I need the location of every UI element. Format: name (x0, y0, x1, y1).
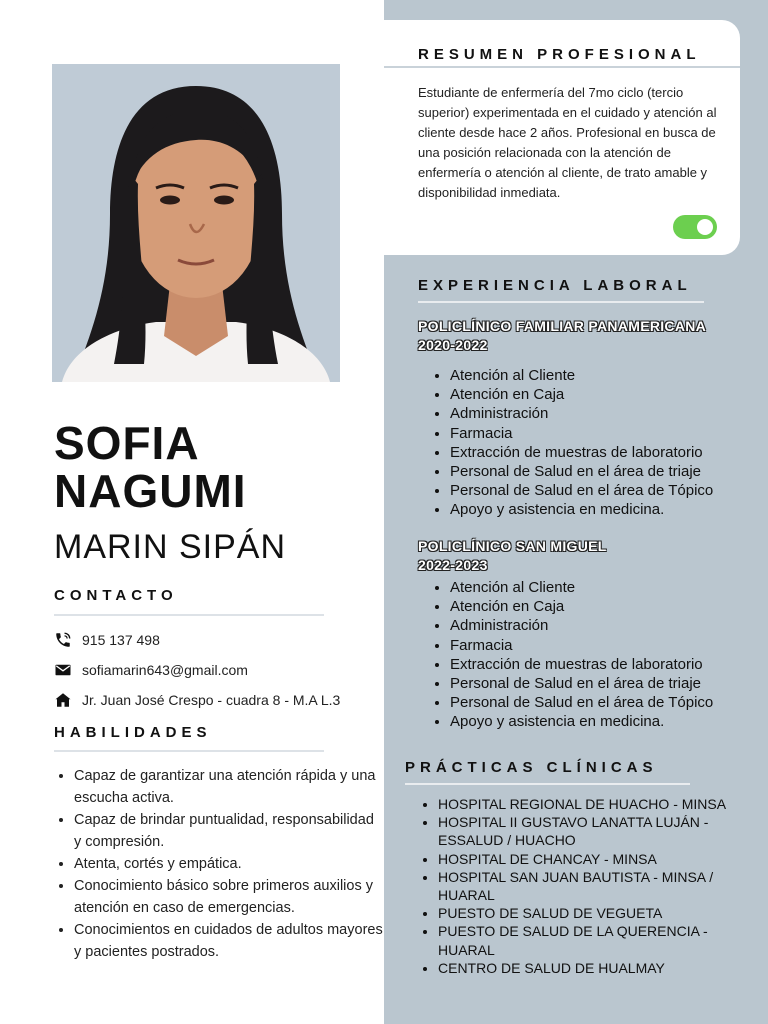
skills-heading: HABILIDADES (54, 724, 212, 741)
phone-icon (54, 631, 72, 649)
skill-item: • Atenta, cortés y empática. (74, 853, 384, 875)
duty-item: • Atención al Cliente (450, 578, 768, 597)
skill-item: • Capaz de brindar puntualidad, responsabilidad y compresión. (74, 809, 384, 853)
phone-number: 915 137 498 (82, 632, 160, 648)
duty-item: • Farmacia (450, 636, 768, 655)
profile-photo (52, 64, 340, 382)
experience-heading: EXPERIENCIA LABORAL (418, 277, 692, 294)
clinic-item: • HOSPITAL DE CHANCAY - MINSA (438, 850, 758, 868)
duty-item: • Extracción de muestras de laboratorio (450, 655, 768, 674)
clinical-divider (405, 783, 690, 785)
toggle-knob (697, 219, 713, 235)
availability-toggle[interactable] (673, 215, 717, 239)
summary-text: Estudiante de enfermería del 7mo ciclo (tercio superior) experimentada en el cuidado y atención al cliente desde hace 2 años. Profesional en busca de una posición relacionada con la atención de enfermería o atención al cliente, de trato amable y disponibilidad inmediata. (418, 85, 717, 200)
job-place: POLICLÍNICO SAN MIGUEL (418, 538, 607, 554)
clinic-item: • PUESTO DE SALUD DE VEGUETA (438, 904, 758, 922)
contact-email-row (54, 659, 248, 681)
duty-item: • Administración (450, 616, 768, 635)
job-years: 2020-2022 (418, 337, 488, 353)
job-place: POLICLÍNICO FAMILIAR PANAMERICANA (418, 318, 707, 334)
mail-icon (54, 661, 72, 679)
address: Jr. Juan José Crespo - cuadra 8 - M.A L.3 (82, 692, 341, 708)
home-icon (54, 691, 72, 709)
duty-item: • Administración (450, 404, 768, 423)
duty-item: • Atención al Cliente (450, 366, 768, 385)
job-duties-list (432, 366, 768, 520)
job-years: 2022-2023 (418, 557, 488, 573)
skill-item: • Capaz de garantizar una atención rápida y una escucha activa. (74, 765, 384, 809)
first-name: SOFIA (54, 417, 200, 469)
skill-item: • Conocimiento básico sobre primeros auxilios y atención en caso de emergencias. (74, 875, 384, 919)
clinical-list (420, 795, 758, 977)
skills-list (56, 765, 384, 963)
middle-name: NAGUMI (54, 465, 247, 517)
clinic-item: • PUESTO DE SALUD DE LA QUERENCIA - HUARAL (438, 922, 758, 958)
clinic-item: • HOSPITAL II GUSTAVO LANATTA LUJÁN - ESSALUD / HUACHO (438, 813, 758, 849)
duty-item: • Farmacia (450, 424, 768, 443)
contact-phone-row (54, 629, 160, 651)
duty-item: • Apoyo y asistencia en medicina. (450, 712, 768, 731)
duty-item: • Extracción de muestras de laboratorio (450, 443, 768, 462)
contact-address-row (54, 689, 340, 711)
duty-item: • Apoyo y asistencia en medicina. (450, 500, 768, 519)
summary-divider (384, 66, 740, 68)
skills-divider (54, 750, 324, 752)
clinic-item: • HOSPITAL REGIONAL DE HUACHO - MINSA (438, 795, 758, 813)
email-address[interactable]: sofiamarin643@gmail.com (82, 662, 248, 678)
clinical-heading: PRÁCTICAS CLÍNICAS (405, 759, 658, 776)
contact-heading: CONTACTO (54, 587, 178, 604)
contact-divider (54, 614, 324, 616)
duty-item: • Personal de Salud en el área de Tópico (450, 693, 768, 712)
clinic-item: • CENTRO DE SALUD DE HUALMAY (438, 959, 758, 977)
clinic-item: • HOSPITAL SAN JUAN BAUTISTA - MINSA / HUARAL (438, 868, 758, 904)
summary-heading: RESUMEN PROFESIONAL (418, 46, 701, 63)
job-title (418, 537, 607, 575)
experience-divider (418, 301, 704, 303)
job-title (418, 317, 706, 355)
duty-item: • Atención en Caja (450, 597, 768, 616)
skill-item: • Conocimientos en cuidados de adultos mayores y pacientes postrados. (74, 919, 384, 963)
surnames: MARIN SIPÁN (54, 528, 287, 566)
duty-item: • Personal de Salud en el área de triaje (450, 674, 768, 693)
duty-item: • Personal de Salud en el área de Tópico (450, 481, 768, 500)
job-duties-list (432, 578, 768, 732)
duty-item: • Atención en Caja (450, 385, 768, 404)
duty-item: • Personal de Salud en el área de triaje (450, 462, 768, 481)
